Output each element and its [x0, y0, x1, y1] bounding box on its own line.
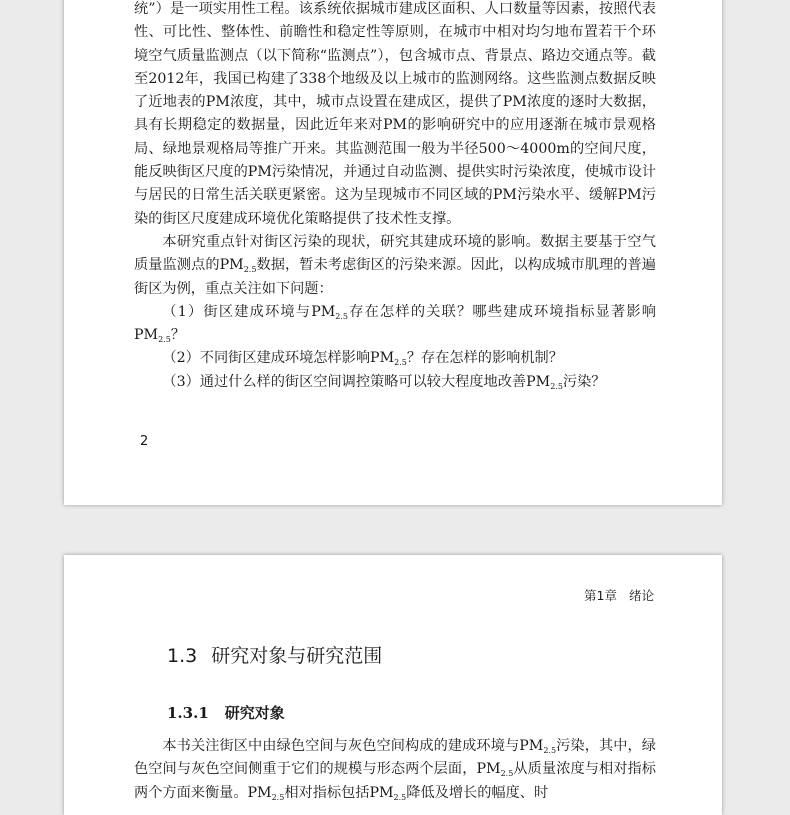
subscript: 2.5 — [500, 769, 514, 779]
research-question-3 — [134, 371, 656, 394]
text-run: 存在怎样的关联？哪些建成环境指标显著影响PM — [134, 303, 656, 344]
text-run: 污染？ — [562, 373, 606, 390]
subscript: 2.5 — [158, 335, 171, 345]
paragraph — [134, 735, 656, 805]
text-run: ？ — [170, 327, 186, 344]
chapter-number: 第1章 — [584, 588, 617, 603]
subscript: 2.5 — [271, 792, 285, 802]
chapter-title: 绪论 — [628, 588, 654, 603]
page-body-text — [134, 735, 656, 805]
document-page-bottom — [64, 555, 722, 815]
research-question-2 — [134, 347, 656, 370]
document-page-top — [64, 0, 722, 505]
research-question-1 — [134, 301, 656, 348]
subsection-title: 研究对象 — [224, 704, 285, 722]
text-run: 降低及增长的幅度、时 — [406, 784, 549, 801]
text-run: 本书关注街区中由绿色空间与灰色空间构成的建成环境与PM — [162, 738, 544, 754]
section-number: 1.3 — [167, 645, 198, 667]
text-run: 污染，其中，绿色空间与灰色空间侧重于它们的规模与形态两个层面，PM — [134, 738, 656, 778]
text-run: 相对指标包括PM — [284, 784, 394, 801]
paragraph: 统”）是一项实用性工程。该系统依据城市建成区面积、人口数量等因素，按照代表性、可比性、整体性、前瞻性和稳定性等原则，在城市中相对均匀地布置若干个环境空气质量监测点（以下简称“监测点”），包含城市点、背景点、路边交通点等。截至2012年，我国已构建了338个地级及以上城市的监测网络。这些监测点数据反映了近地表的PM浓度，其中，城市点设置在建成区，提供了PM浓度的逐时大数据，具有长期稳定的数据量，因此近年来对PM的影响研究中的应用逐渐在城市景观格局、绿地景观格局等推广开来。其监测范围一般为半径500～4000m的空间尺度，能反映街区尺度的PM污染情况，并通过自动监测、提供实时污染浓度，使城市设计与居民的日常生活关联更紧密。这为呈现城市不同区域的PM污染水平、缓解PM污染的街区尺度建成环境优化策略提供了技术性支撑。 — [134, 1, 656, 227]
subscript: 2.5 — [550, 381, 563, 391]
text-run: （1）街区建成环境与PM — [162, 303, 336, 320]
subscript: 2.5 — [243, 265, 257, 275]
subscript: 2.5 — [394, 358, 407, 368]
text-run: 本研究重点针对街区污染的现状，研究其建成环境的影响。数据主要基于空气质量监测点的PM — [134, 233, 656, 274]
subsection-number: 1.3.1 — [167, 704, 209, 722]
text-run: ？存在怎样的影响机制？ — [406, 350, 563, 367]
text-run: （2）不同街区建成环境怎样影响PM — [162, 350, 395, 367]
paragraph — [134, 231, 656, 301]
subscript: 2.5 — [335, 311, 349, 321]
subsection-heading — [167, 702, 285, 723]
subscript: 2.5 — [393, 792, 407, 802]
text-run: 数据，暂未考虑街区的污染来源。因此，以构成城市肌理的普遍街区为例，重点关注如下问题： — [134, 257, 656, 297]
page-number: 2 — [140, 434, 149, 449]
running-header — [584, 586, 654, 604]
section-title: 研究对象与研究范围 — [211, 645, 383, 667]
text-run: （3）通过什么样的街区空间调控策略可以较大程度地改善PM — [162, 373, 551, 390]
section-heading — [167, 641, 382, 668]
subscript: 2.5 — [543, 746, 557, 755]
text-run: 从质量浓度与相对指标两个方面来衡量。PM — [134, 761, 656, 801]
page-body-text — [134, 0, 656, 394]
